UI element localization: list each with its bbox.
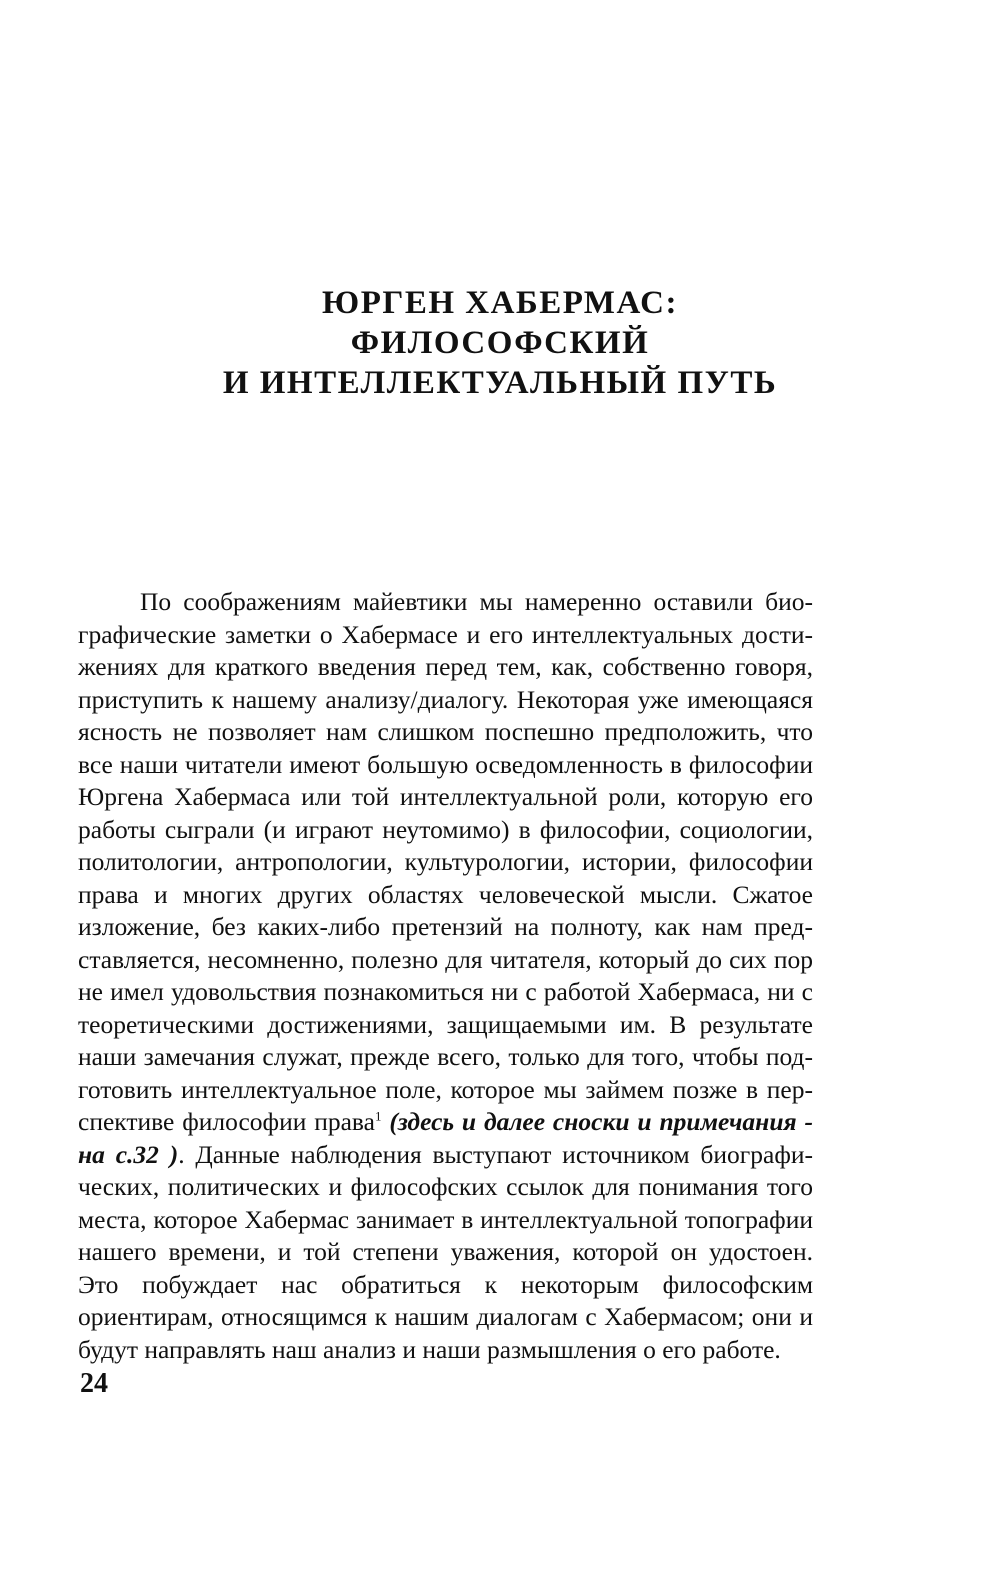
paragraph-text-after-note: . Данные наблюдения выступают источником биографических, политических и философских ссылок для понимания того места, которое Хабермас занимает в интеллектуальной топографии нашего времени, и той степени уважения, которой он удостоен. Это побуждает нас обратиться к некоторым философским ориентирам, относящимся к нашим диалогам с Хабермасом; они и будут направлять наш анализ и наши размышления о его работе. xyxy=(78,1139,814,1364)
page-number: 24 xyxy=(80,1368,108,1399)
footnote-note: (здесь и далее сноски и примечания - на с.32 ) xyxy=(78,1107,813,1169)
chapter-title-line-2: ФИЛОСОФСКИЙ xyxy=(350,325,650,361)
chapter-title-line-3: И ИНТЕЛЛЕКТУАЛЬНЫЙ ПУТЬ xyxy=(222,365,778,401)
footnote-reference: 1 xyxy=(374,1108,382,1124)
chapter-title xyxy=(0,283,1000,403)
paragraph-text-before-reference: По соображениям майевтики мы намеренно оставили биографические заметки о Хабермасе и его интеллектуальных достижениях для краткого введения перед тем, как, собственно говоря, приступить к нашему анализу/диалогу. Некоторая уже имеющаяся ясность не позволяет нам слишком поспешно предположить, что все наши читатели имеют большую осведомленность в философии Юргена Хабермаса или той интеллектуальной роли, которую его работы сыграли (и играют неутомимо) в философии, социологии, политологии, антропологии, культурологии, истории, философии права и многих других областях человеческой мысли. Сжатое изложение, без каких-либо претензий на полноту, как нам представляется, несомненно, полезно для читателя, который до сих пор не имел удовольствия познакомиться ни с работой Хабермаса, ни с теоретическими достижениями, защищаемыми им. В результате наши замечания служат, прежде всего, только для того, чтобы подготовить интеллектуальное поле, которое мы займем позже в перспективе философии права xyxy=(78,587,813,1136)
chapter-title-line-1: ЮРГЕН ХАБЕРМАС: xyxy=(322,285,678,321)
body-paragraph xyxy=(78,586,813,1366)
